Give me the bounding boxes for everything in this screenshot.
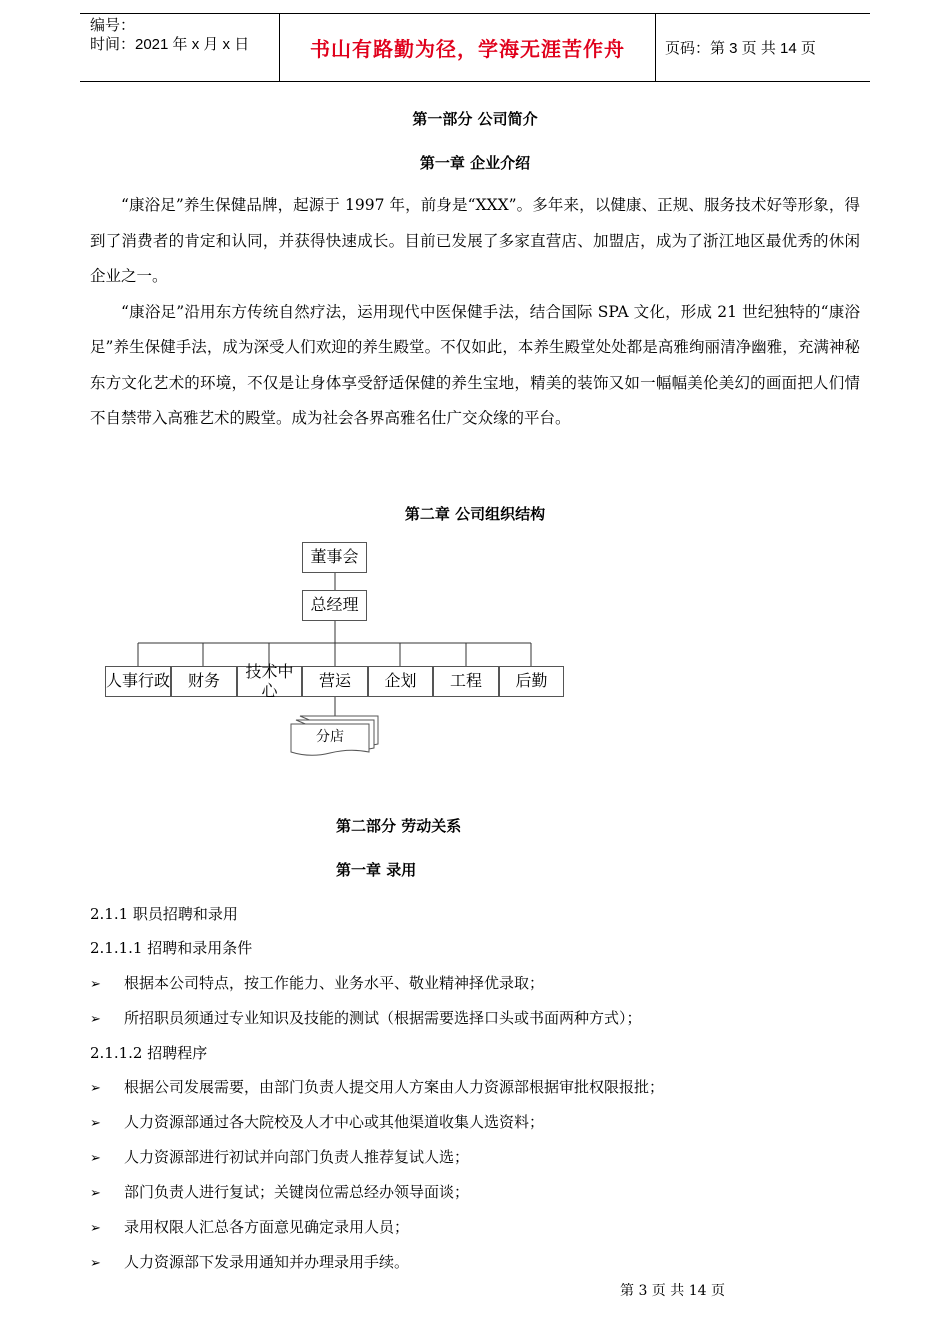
arrow-bullet-icon: ➢ [90,1116,101,1131]
procedure-item: ➢ 人力资源部通过各大院校及人才中心或其他渠道收集人选资料； [90,1113,545,1131]
condition-item: ➢ 所招职员须通过专业知识及技能的测试（根据需要选择口头或书面两种方式）； [90,1009,642,1027]
part2-chapter1-title: 第一章 录用 [336,861,417,879]
part1-title: 第一部分 公司简介 [412,110,538,128]
arrow-bullet-icon: ➢ [90,977,101,992]
header-motto: 书山有路勤为径，学海无涯苦作舟 [280,14,656,81]
procedure-item: ➢ 人力资源部下发录用通知并办理录用手续。 [90,1253,410,1271]
org-dept-hr: 人事行政 [105,666,171,697]
org-dept-engineering: 工程 [433,666,499,697]
arrow-bullet-icon: ➢ [90,1012,101,1027]
condition-item: ➢ 根据本公司特点，按工作能力、业务水平、敬业精神择优录取； [90,974,545,992]
intro-paragraph-1: “康浴足”养生保健品牌，起源于 1997 年，前身是“XXX”。多年来，以健康、正规、服务技术好等形象，得到了消费者的肯定和认同，并获得快速成长。目前已发展了多家直营店、加盟店，成为了浙江地区最优秀的休闲企业之一。 [90,196,860,285]
org-branch: 分店 [316,729,344,745]
org-dept-planning: 企划 [368,666,433,697]
intro-paragraph-2: “康浴足”沿用东方传统自然疗法，运用现代中医保健手法，结合国际 SPA 文化，形成 21 世纪独特的“康浴足”养生保健手法，成为深受人们欢迎的养生殿堂。不仅如此，本养生殿堂处处都是高雅绚丽清净幽雅，充满神秘东方文化艺术的环境，不仅是让身体享受舒适保健的养生宝地，精美的装饰又如一幅幅美伦美幻的画面把人们情不自禁带入高雅艺术的殿堂。成为社会各界高雅名仕广交众缘的平台。 [90,302,860,427]
section-2-1-1: 2.1.1 职员招聘和录用 [90,905,238,923]
part2-title: 第二部分 劳动关系 [336,817,462,835]
part1-chapter2-title: 第二章 公司组织结构 [404,505,546,523]
procedure-item: ➢ 人力资源部进行初试并向部门负责人推荐复试人选； [90,1148,470,1166]
section-2-1-1-2: 2.1.1.2 招聘程序 [90,1044,208,1062]
footer-page-number: 第 3 页 共 14 页 [620,1283,725,1299]
org-board: 董事会 [302,542,367,573]
org-dept-logistics: 后勤 [499,666,564,697]
number-label: 编号： [90,17,136,34]
section-2-1-1-1: 2.1.1.1 招聘和录用条件 [90,939,253,957]
org-dept-tech: 技术中心 [237,666,302,697]
procedure-item: ➢ 根据公司发展需要，由部门负责人提交用人方案由人力资源部根据审批权限报批； [90,1078,665,1096]
header-page-info: 页码：第 3 页 共 14 页 [665,40,816,57]
org-general-manager: 总经理 [302,590,367,621]
arrow-bullet-icon: ➢ [90,1081,101,1096]
part1-chapter1-title: 第一章 企业介绍 [419,154,531,172]
org-dept-operations: 营运 [302,666,368,697]
org-dept-finance: 财务 [171,666,237,697]
arrow-bullet-icon: ➢ [90,1186,101,1201]
procedure-item: ➢ 部门负责人进行复试；关键岗位需总经办领导面谈； [90,1183,470,1201]
arrow-bullet-icon: ➢ [90,1256,101,1271]
date-label: 时间：2021 年 x 月 x 日 [90,36,250,53]
arrow-bullet-icon: ➢ [90,1151,101,1166]
procedure-item: ➢ 录用权限人汇总各方面意见确定录用人员； [90,1218,410,1236]
arrow-bullet-icon: ➢ [90,1221,101,1236]
